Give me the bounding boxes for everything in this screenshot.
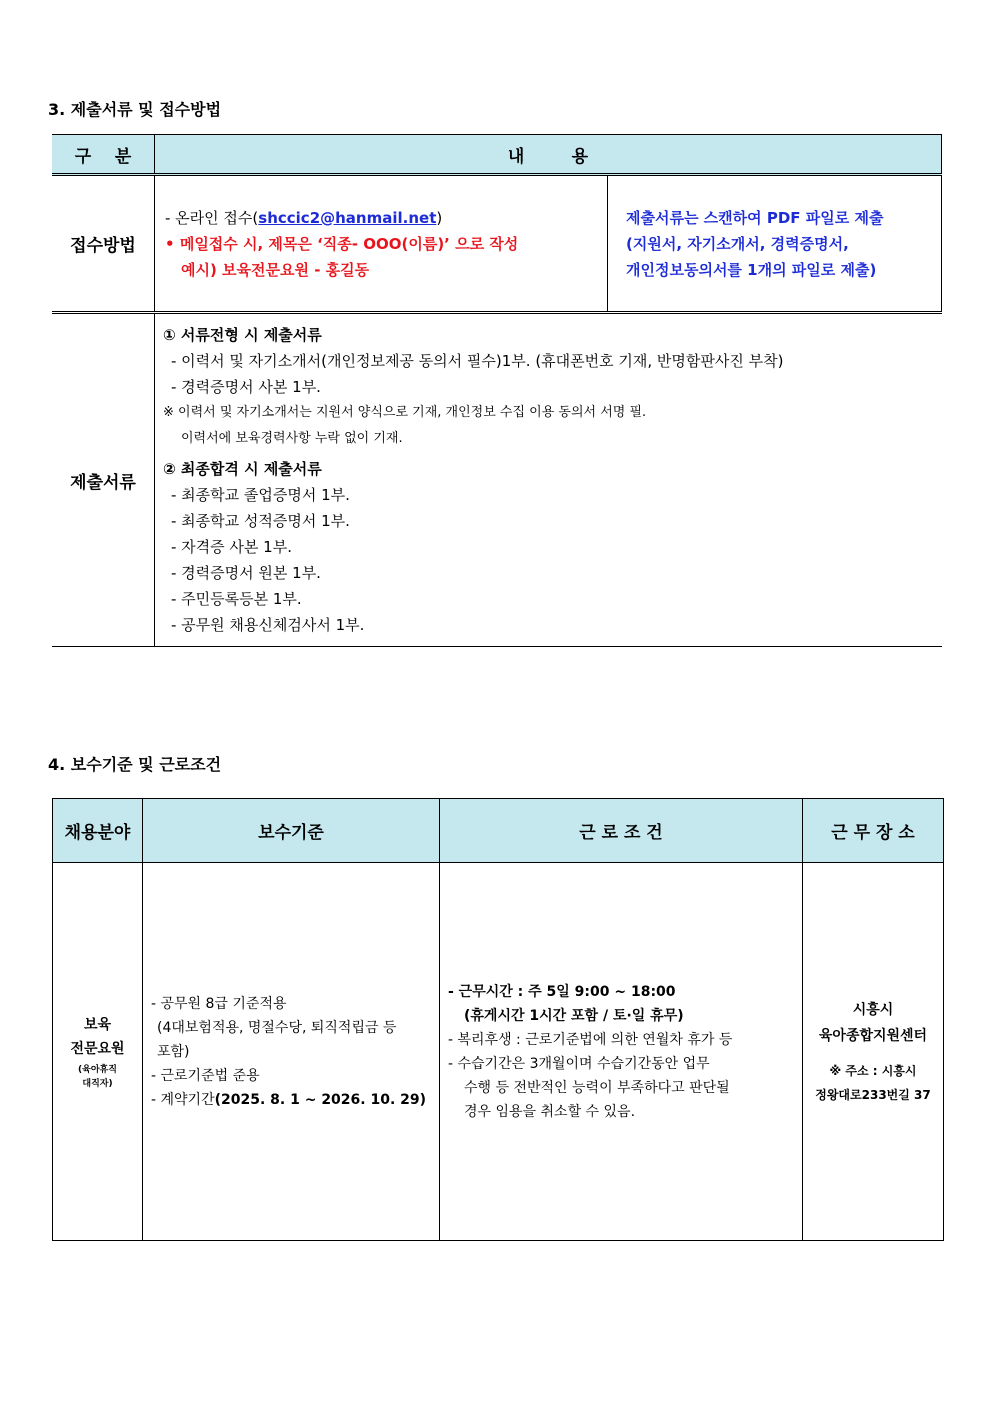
condition-line: - 수습기간은 3개월이며 수습기간동안 업무: [448, 1055, 710, 1072]
list-item: - 이력서 및 자기소개서(개인정보제공 동의서 필수)1부. (휴대폰번호 기재, 반명함판사진 부착): [171, 352, 784, 370]
header-pay: 보수기준: [143, 799, 440, 863]
method-content: [155, 175, 608, 313]
conditions-cell: [440, 863, 803, 1241]
header-place: 근 무 장 소: [803, 799, 944, 863]
method-label: 접수방법: [52, 175, 155, 313]
email-subject-example: 예시) 보육전문요원 - 홍길동: [181, 260, 370, 279]
contract-period: - 계약기간(2025. 8. 1 ~ 2026. 10. 29): [151, 1091, 427, 1108]
place-line: 시흥시: [852, 1001, 894, 1018]
documents-content: [155, 313, 942, 647]
documents-label: 제출서류: [52, 313, 155, 647]
header-field: 채용분야: [53, 799, 143, 863]
pay-line: 포함): [157, 1043, 190, 1060]
condition-line: - 근무시간 : 주 5일 9:00 ~ 18:00: [448, 983, 676, 1000]
pay-line: (4대보험적용, 명절수당, 퇴직적립금 등: [157, 1019, 397, 1036]
section4-title: 4. 보수기준 및 근로조건: [48, 755, 222, 774]
address-line: ※ 주소 : 시흥시: [829, 1063, 917, 1078]
method-note: [608, 175, 942, 313]
note-line: 개인정보동의서를 1개의 파일로 제출): [626, 260, 877, 279]
list-item: - 자격증 사본 1부.: [171, 538, 292, 556]
header-category: 구 분: [52, 135, 155, 175]
place-line: 육아종합지원센터: [818, 1027, 928, 1044]
group2-title: ② 최종합격 시 제출서류: [163, 460, 322, 478]
header-conditions: 근 로 조 건: [440, 799, 803, 863]
condition-line: 수행 등 전반적인 능력이 부족하다고 판단될: [464, 1079, 730, 1096]
pay-header-row: [53, 799, 944, 863]
list-item: - 경력증명서 사본 1부.: [171, 378, 321, 396]
pay-line: - 근로기준법 준용: [151, 1067, 260, 1084]
field-cell: [53, 863, 143, 1241]
online-application: - 온라인 접수(shccic2@hanmail.net): [165, 208, 443, 227]
list-item: - 최종학교 성적증명서 1부.: [171, 512, 350, 530]
note-line: 제출서류는 스캔하여 PDF 파일로 제출: [626, 208, 884, 227]
section3-title: 3. 제출서류 및 접수방법: [48, 100, 222, 119]
header-content: 내 용: [155, 135, 942, 175]
documents-row: [52, 313, 942, 647]
pay-table: [52, 798, 944, 1241]
list-item: - 경력증명서 원본 1부.: [171, 564, 321, 582]
pay-line: - 공무원 8급 기준적용: [151, 995, 287, 1012]
list-item: - 주민등록등본 1부.: [171, 590, 302, 608]
field-name: 전문요원: [70, 1040, 125, 1057]
note: 이력서에 보육경력사항 누락 없이 기재.: [181, 431, 403, 446]
condition-line: (휴게시간 1시간 포함 / 토·일 휴무): [464, 1007, 684, 1024]
group1-title: ① 서류전형 시 제출서류: [163, 326, 322, 344]
note: ※ 이력서 및 자기소개서는 지원서 양식으로 기재, 개인정보 수집 이용 동의서 서명 필.: [163, 405, 647, 420]
method-row: [52, 175, 942, 313]
pay-row: [53, 863, 944, 1241]
submission-table: [52, 134, 942, 647]
email-link[interactable]: shccic2@hanmail.net: [258, 208, 437, 227]
place-cell: [803, 863, 944, 1241]
address-line: 정왕대로233번길 37: [815, 1087, 931, 1102]
condition-line: 경우 임용을 취소할 수 있음.: [464, 1103, 636, 1120]
list-item: - 공무원 채용신체검사서 1부.: [171, 616, 365, 634]
field-sub: (육아휴직: [78, 1064, 117, 1075]
field-name: 보육: [83, 1016, 112, 1033]
email-subject-rule: • 메일접수 시, 제목은 ‘직종- OOO(이름)’ 으로 작성: [165, 234, 519, 253]
note-line: (지원서, 자기소개서, 경력증명서,: [626, 234, 849, 253]
submission-header-row: [52, 135, 942, 175]
condition-line: - 복리후생 : 근로기준법에 의한 연월차 휴가 등: [448, 1031, 733, 1048]
field-sub: 대직자): [82, 1078, 113, 1089]
list-item: - 최종학교 졸업증명서 1부.: [171, 486, 350, 504]
pay-cell: [143, 863, 440, 1241]
